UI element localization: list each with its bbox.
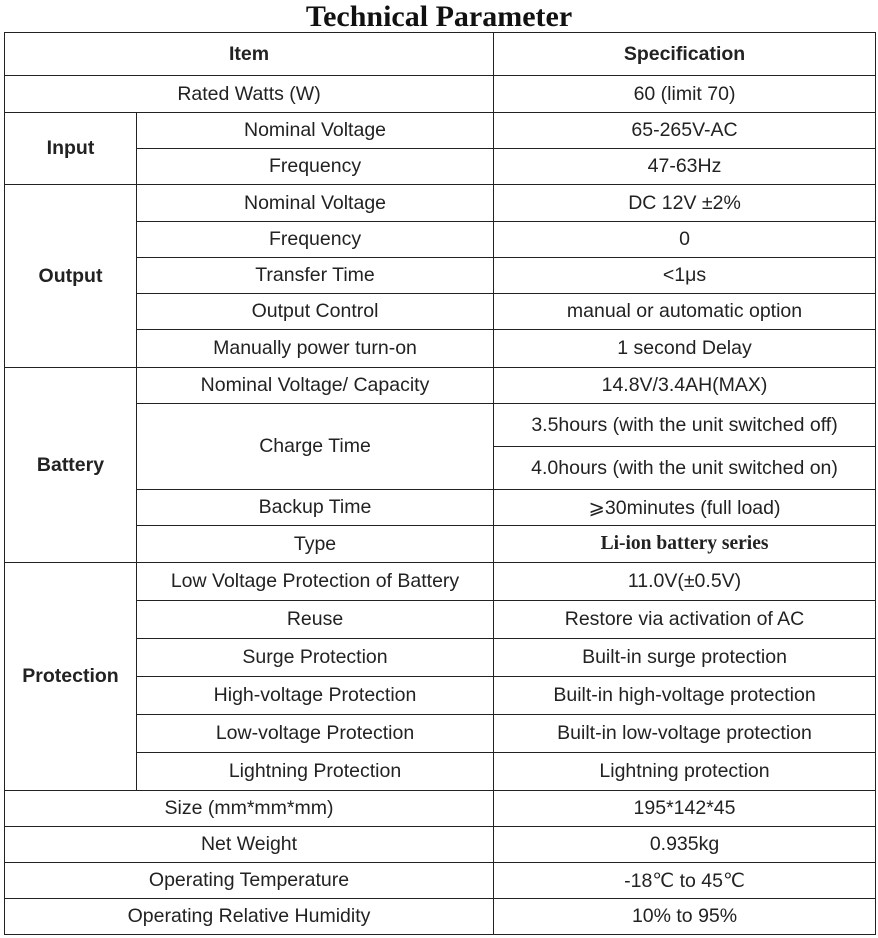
table-row xyxy=(5,368,876,404)
header-specification: Specification xyxy=(494,33,876,76)
row-value: 65-265V-AC xyxy=(494,113,876,149)
row-value: 0 xyxy=(494,222,876,258)
row-value: 14.8V/3.4AH(MAX) xyxy=(494,368,876,404)
row-value: 47-63Hz xyxy=(494,149,876,185)
group-input: Input xyxy=(5,113,137,185)
row-label: Type xyxy=(137,526,494,563)
table-row xyxy=(5,185,876,222)
row-value: ⩾30minutes (full load) xyxy=(494,490,876,526)
header-row xyxy=(5,33,876,76)
row-label: Nominal Voltage xyxy=(137,113,494,149)
table-row xyxy=(5,76,876,113)
table-row xyxy=(5,827,876,863)
row-value: 10% to 95% xyxy=(494,899,876,935)
row-value: 60 (limit 70) xyxy=(494,76,876,113)
header-item: Item xyxy=(5,33,494,76)
row-value: -18℃ to 45℃ xyxy=(494,863,876,899)
row-label: Nominal Voltage xyxy=(137,185,494,222)
table-row xyxy=(5,791,876,827)
row-value: Built-in surge protection xyxy=(494,639,876,677)
row-label: Size (mm*mm*mm) xyxy=(5,791,494,827)
row-label: Output Control xyxy=(137,294,494,330)
group-output: Output xyxy=(5,185,137,368)
row-label: Charge Time xyxy=(137,404,494,490)
spec-table xyxy=(4,32,876,935)
row-value: 195*142*45 xyxy=(494,791,876,827)
row-value: 4.0hours (with the unit switched on) xyxy=(494,447,876,490)
row-value: 11.0V(±0.5V) xyxy=(494,563,876,601)
row-value: 0.935kg xyxy=(494,827,876,863)
group-protection: Protection xyxy=(5,563,137,791)
row-label: Low Voltage Protection of Battery xyxy=(137,563,494,601)
table-row xyxy=(5,113,876,149)
row-label: Operating Temperature xyxy=(5,863,494,899)
row-label: Manually power turn-on xyxy=(137,330,494,368)
row-label: High-voltage Protection xyxy=(137,677,494,715)
row-label: Frequency xyxy=(137,149,494,185)
table-row xyxy=(5,563,876,601)
row-value: Built-in high-voltage protection xyxy=(494,677,876,715)
row-value: Restore via activation of AC xyxy=(494,601,876,639)
table-row xyxy=(5,863,876,899)
row-label: Surge Protection xyxy=(137,639,494,677)
group-battery: Battery xyxy=(5,368,137,563)
row-label: Nominal Voltage/ Capacity xyxy=(137,368,494,404)
row-label: Frequency xyxy=(137,222,494,258)
row-value: Built-in low-voltage protection xyxy=(494,715,876,753)
row-value: manual or automatic option xyxy=(494,294,876,330)
row-value: Li-ion battery series xyxy=(494,526,876,563)
row-label: Lightning Protection xyxy=(137,753,494,791)
row-label: Transfer Time xyxy=(137,258,494,294)
row-value: 1 second Delay xyxy=(494,330,876,368)
row-value: Lightning protection xyxy=(494,753,876,791)
row-label: Operating Relative Humidity xyxy=(5,899,494,935)
row-label: Low-voltage Protection xyxy=(137,715,494,753)
row-label: Reuse xyxy=(137,601,494,639)
row-label: Backup Time xyxy=(137,490,494,526)
document-title: Technical Parameter xyxy=(305,0,573,33)
row-value: 3.5hours (with the unit switched off) xyxy=(494,404,876,447)
row-value: DC 12V ±2% xyxy=(494,185,876,222)
table-row xyxy=(5,899,876,935)
row-value: <1μs xyxy=(494,258,876,294)
row-label: Rated Watts (W) xyxy=(5,76,494,113)
row-label: Net Weight xyxy=(5,827,494,863)
